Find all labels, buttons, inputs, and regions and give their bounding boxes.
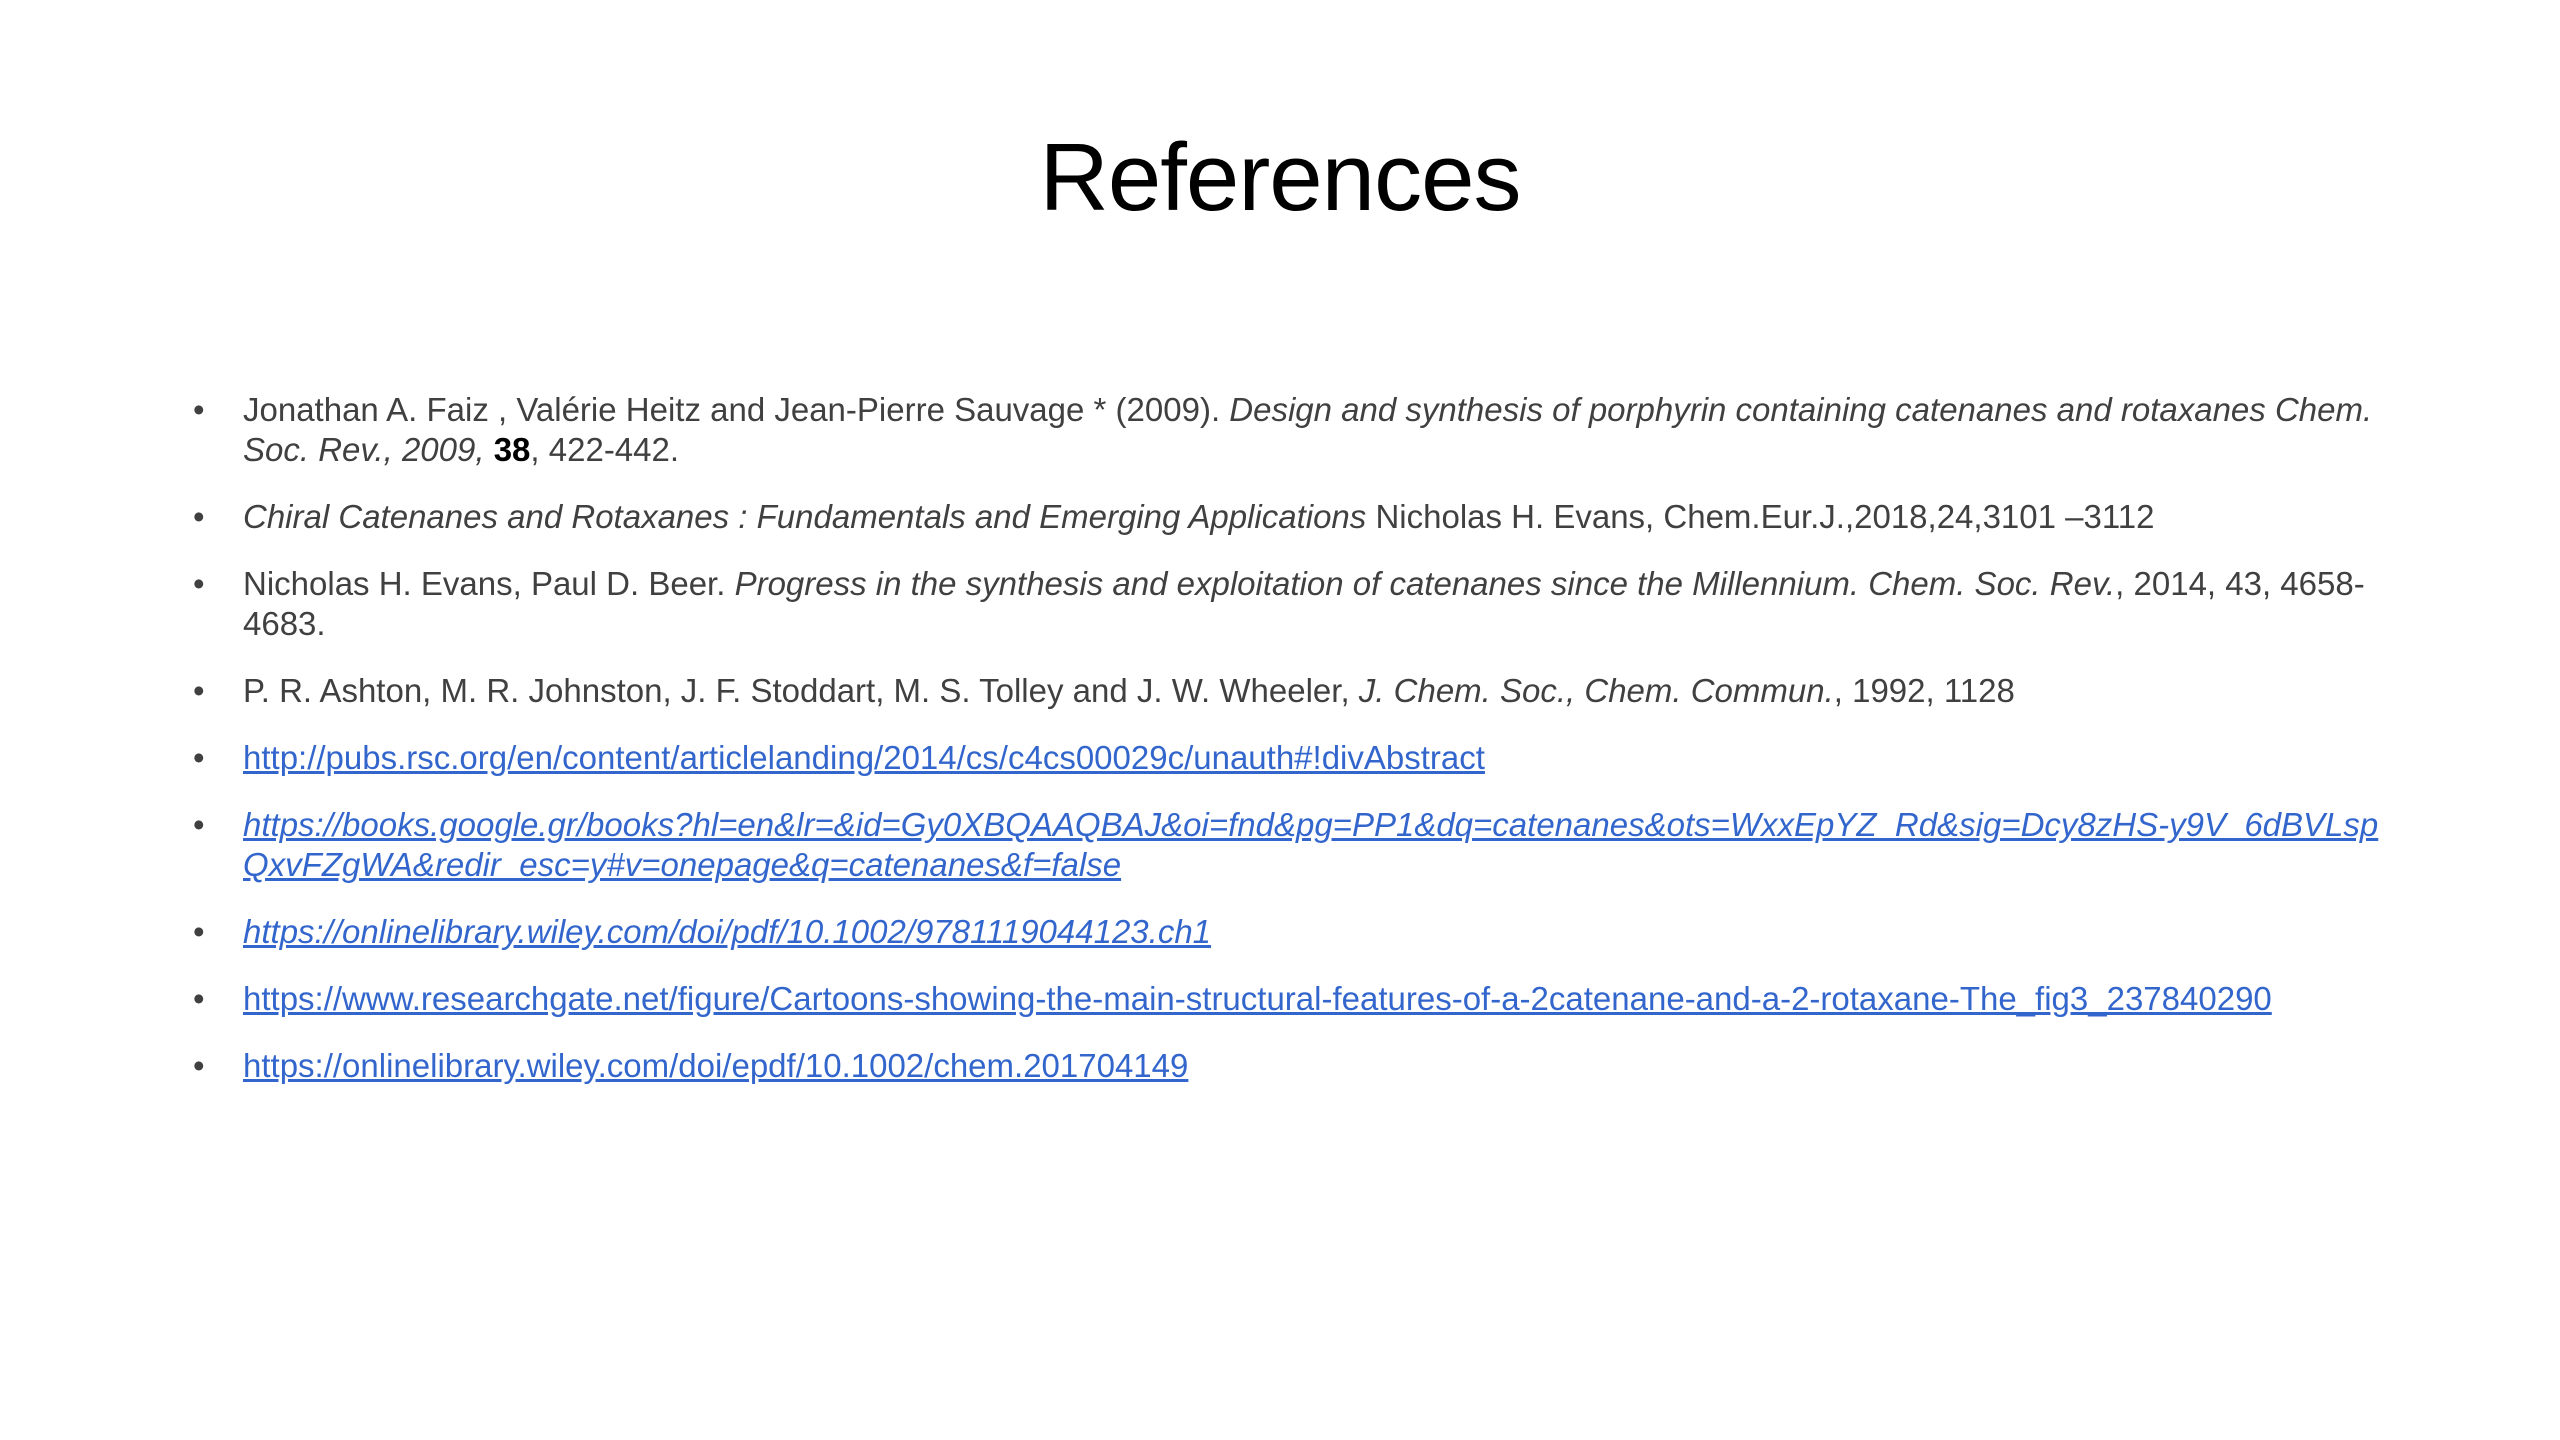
reference-1-title: Design and synthesis of porphyrin containing catenanes and rotaxanes Chem. Soc. Rev., 2009,: [243, 391, 2373, 468]
reference-2-title: Chiral Catenanes and Rotaxanes : Fundamentals and Emerging Applications: [243, 498, 1367, 535]
reference-item-2: [193, 497, 2383, 537]
reference-item-3: [193, 564, 2383, 644]
reference-5-link[interactable]: http://pubs.rsc.org/en/content/articlelanding/2014/cs/c4cs00029c/unauth#!divAbstract: [243, 739, 1485, 776]
reference-4-authors: P. R. Ashton, M. R. Johnston, J. F. Stoddart, M. S. Tolley and J. W. Wheeler,: [243, 672, 1350, 709]
reference-item-1: [193, 390, 2383, 470]
reference-list: [193, 390, 2383, 1113]
bullet-icon: •: [193, 391, 205, 428]
bullet-icon: •: [193, 498, 205, 535]
reference-3-authors: Nicholas H. Evans, Paul D. Beer.: [243, 565, 735, 602]
reference-item-4: [193, 671, 2383, 711]
reference-1-volume: 38: [493, 431, 531, 468]
bullet-icon: •: [193, 565, 205, 602]
bullet-icon: •: [193, 980, 205, 1017]
reference-4-rest: , 1992, 1128: [1833, 672, 2015, 709]
reference-3-rest: , 2014, 43, 4658-4683.: [243, 565, 2365, 642]
bullet-icon: •: [193, 913, 205, 950]
bullet-icon: •: [193, 1047, 205, 1084]
reference-1-authors: Jonathan A. Faiz , Valérie Heitz and Jean-Pierre Sauvage * (2009).: [243, 391, 1230, 428]
reference-2-rest: Nicholas H. Evans, Chem.Eur.J.,2018,24,3101 –3112: [1366, 498, 2155, 535]
reference-3-title: Progress in the synthesis and exploitation of catenanes since the Millennium. Chem. Soc. Rev.: [734, 565, 2116, 602]
reference-item-7: [193, 912, 2383, 952]
bullet-icon: •: [193, 672, 205, 709]
reference-item-9: [193, 1046, 2383, 1086]
reference-6-link[interactable]: https://books.google.gr/books?hl=en&lr=&id=Gy0XBQAAQBAJ&oi=fnd&pg=PP1&dq=catenanes&ots=WxxEpYZ_Rd&sig=Dcy8zHS-y9V_6dBVLspQxvFZgWA&redir_esc=y#v=onepage&q=catenanes&f=false: [243, 806, 2379, 883]
bullet-icon: •: [193, 739, 205, 776]
reference-1-pages: , 422-442.: [530, 431, 680, 468]
reference-7-link[interactable]: https://onlinelibrary.wiley.com/doi/pdf/10.1002/9781119044123.ch1: [243, 913, 1212, 950]
reference-4-journal: J. Chem. Soc., Chem. Commun.: [1349, 672, 1834, 709]
reference-item-6: [193, 805, 2383, 885]
slide-title: References: [1039, 124, 1521, 231]
reference-item-5: [193, 738, 2383, 778]
bullet-icon: •: [193, 806, 205, 843]
reference-8-link[interactable]: https://www.researchgate.net/figure/Cartoons-showing-the-main-structural-features-of-a-2catenane-and-a-2-rotaxane-The_fig3_237840290: [243, 980, 2272, 1017]
reference-9-link[interactable]: https://onlinelibrary.wiley.com/doi/epdf/10.1002/chem.201704149: [243, 1047, 1189, 1084]
reference-item-8: [193, 979, 2383, 1019]
